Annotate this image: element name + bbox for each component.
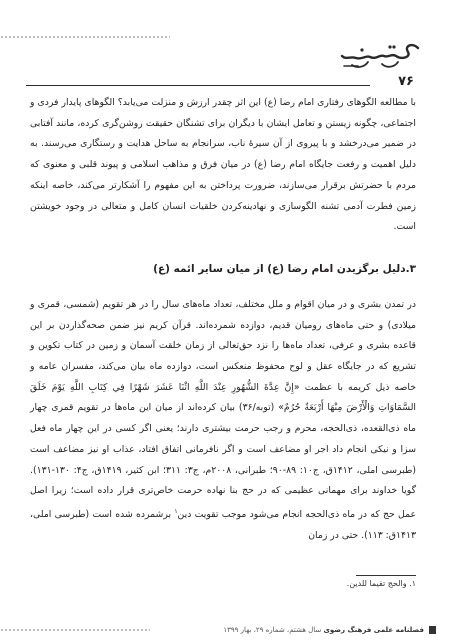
footnote: ۱. والحج تقيما للدين. — [346, 579, 416, 588]
header-dot-pattern — [0, 34, 170, 40]
footer-bar — [0, 624, 450, 636]
paragraph-months-text-1: در تمدن بشری و در میان اقوام و ملل مختلف، تعداد ماه‌های سال را در هر تقویم (شمسی، قمری و میلادی) و حتی ماه‌های رومیان قدیم، دوازده شمرده‌اند. قرآن کریم نیز ضمن صحه‌گذاردن بر این قاعده بشری و عرفی، تعداد ماه‌ها را نزد حق‌تعالی از زمان خلقت آسمان و زمین در کتاب تکوین و تشریع که در جایگاه عقل و لوح محفوظ منعکس است، دوازده ماه بیان می‌کند، مفسران عامه و خاصه ذیل کریمه با عظمت — [30, 298, 416, 393]
article-body — [30, 93, 416, 546]
footer-dot-pattern — [0, 627, 150, 633]
page-number: ۷۶ — [398, 74, 414, 89]
journal-name: فصلنامه علمی فرهنگ رضوی — [323, 626, 424, 634]
paragraph-months-text-3: برشمرده شده است (طبرسی املی، ۱۴۱۳ق: ۱۱۳). حتی در زمان — [30, 509, 416, 541]
footnote-marker: ۱ — [174, 507, 178, 515]
paragraph-months-text-2: (توبه/۳۶) بیان کرده‌اند از میان این ماه‌ها در تقویم قمری چهار ماه ذی‌القعده، ذی‌الحجه، محرم و رجب حرمت بیشتری دارند؛ یعنی اگر کسی در این چهار ماه فعل سزا و نیکی انجام داد اجر او مضاعف است و اگر نافرمانی اتفاق افتاد، عذاب او نیز مضاعف است (طبرسی املی، ۱۴۱۲ق، ج۱۰: ۸۹-۹۰؛ طبرانی، ۲۰۰۸م، ج۳: ۳۱۱؛ ابن کثیر، ۱۴۱۹ق، ج۴: ۱۳۰-۱۳۱). گویا خداوند برای مهمانی عظیمی که در حج بنا نهاده حرمت خاص‌تری قرار داده است؛ زیرا اصل عمل حج که در ماه ذی‌الحجه انجام می‌شود موجب تقویت دین — [30, 402, 417, 521]
journal-logo — [338, 38, 422, 74]
journal-info — [223, 624, 424, 636]
paragraph-intro: با مطالعه الگوهای رفتاری امام رضا (ع) این اثر چقدر ارزش و منزلت می‌یابد؟ الگوهای پایدار فردی و اجتماعی، چگونه زیستن و تعامل ایشان با دیگران برای تشنگان حقیقت روشن‌گری کرده، مانند آفتابی در ضمیر می‌درخشد و با پیروی از آن سیرهٔ ناب، سرانجام به ساحل هدایت و رستگاری می‌رسند. به دلیل اهمیت و رفعت جایگاه امام رضا (ع) در میان فرق و مذاهب اسلامی و پیوند قلبی و معنوی که مردم با حضرتش برقرار می‌سازند، ضرورت پرداختن به این مفهوم را آشکارتر می‌کند، خاصه اینکه زمین فطرت آدمی تشنه الگوسازی و نهادینه‌کردن خلقیات انسان کامل و متعالی در وجود خویشتن است. — [30, 97, 416, 233]
quran-verse: «إِنَّ عِدَّةَ الشُّهُورِ عِنْدَ اللَّهِ اثْنَا عَشَرَ شَهْرًا فِي كِتَابِ اللَّهِ يَوْمَ خَلَقَ السَّمَاوَاتِ وَالْأَرْضَ مِنْهَا أَرْبَعَةٌ حُرُمٌ» — [30, 381, 416, 414]
footnote-rule — [356, 575, 416, 576]
footer-mark — [429, 626, 436, 634]
section-heading: ۳.دلیل برگزیدن امام رضا (ع) از میان سایر ائمه (ع) — [153, 262, 416, 275]
header-rule — [26, 85, 370, 86]
paragraph-months — [30, 295, 416, 547]
journal-logo-mark — [338, 38, 422, 74]
issue-info: سال هشتم، شماره ۲۹، بهار ۱۳۹۹ — [223, 626, 322, 634]
